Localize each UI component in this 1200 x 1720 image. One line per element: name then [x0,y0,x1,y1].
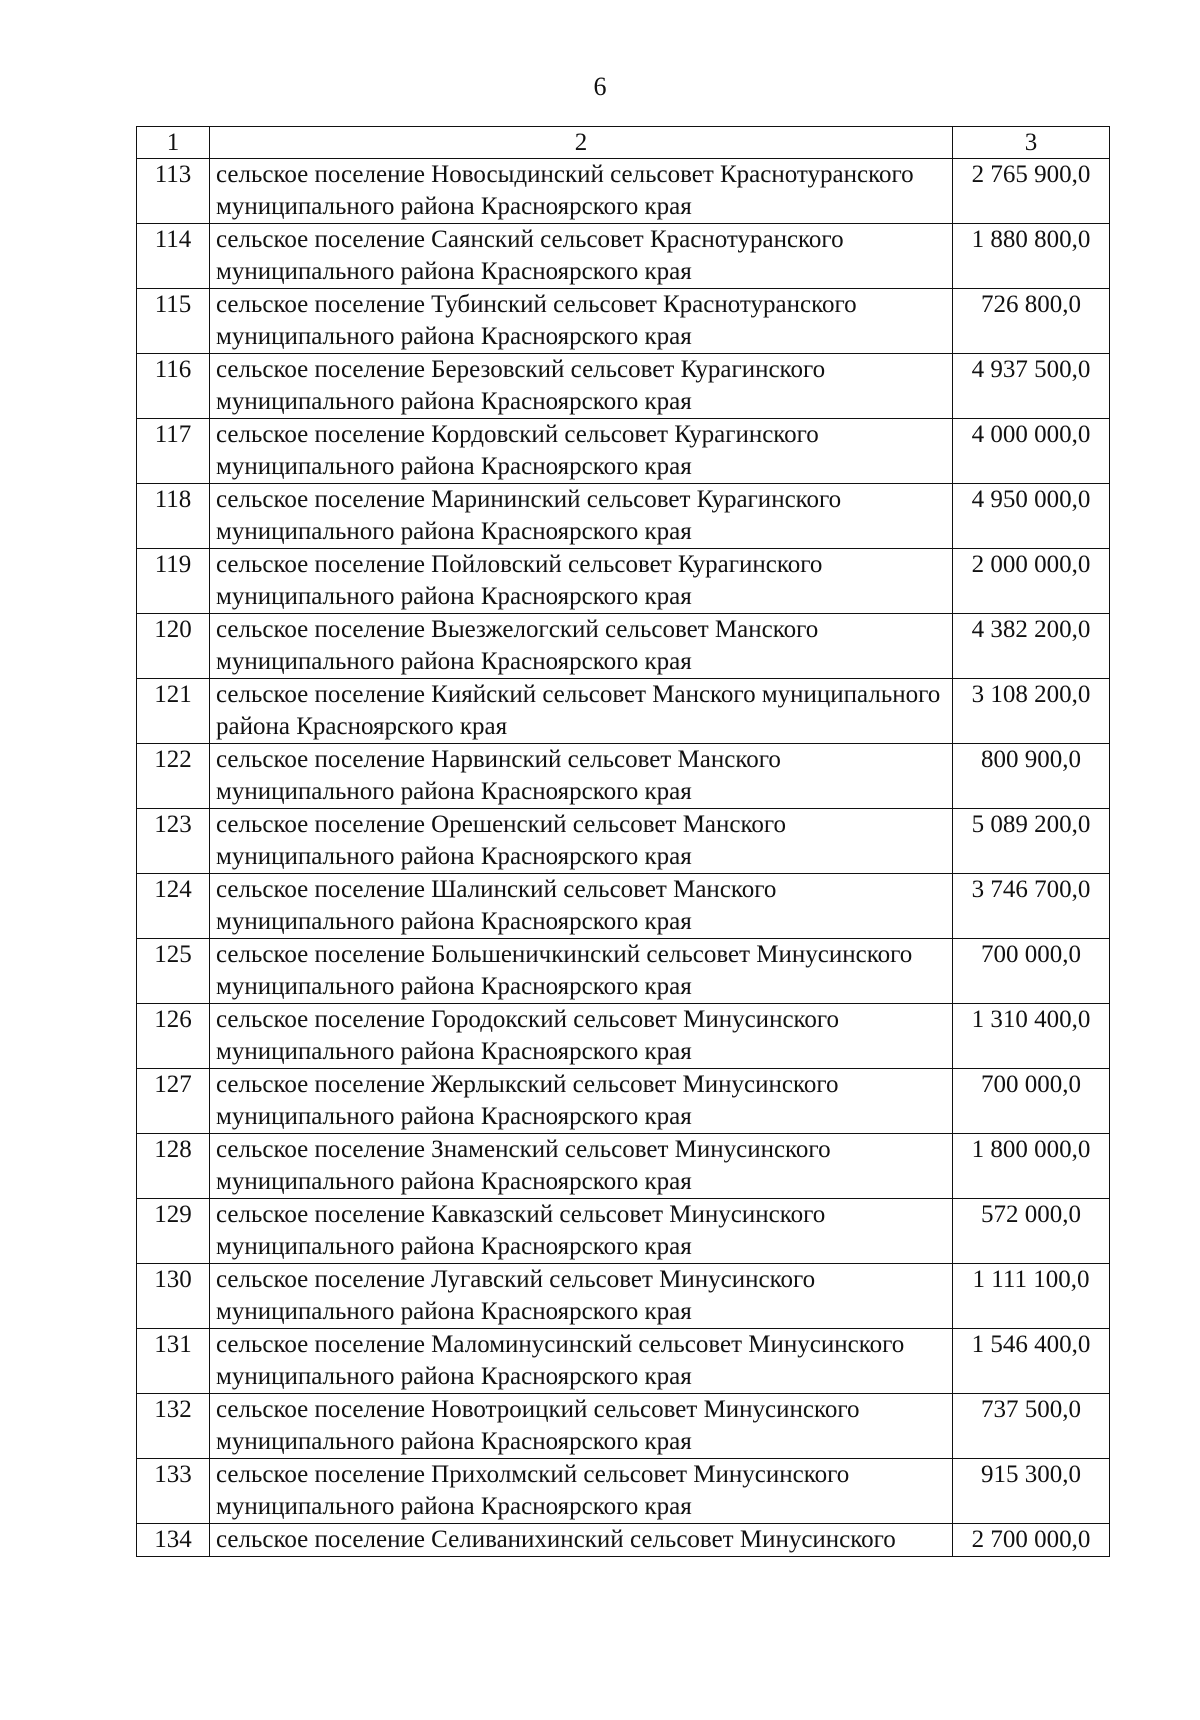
row-amount: 5 089 200,0 [953,809,1110,874]
row-name: сельское поселение Лугавский сельсовет Минусинского муниципального района Красноярского края [210,1264,953,1329]
row-amount: 4 000 000,0 [953,419,1110,484]
table-row [137,939,1110,1004]
row-number: 127 [137,1069,210,1134]
row-amount: 700 000,0 [953,1069,1110,1134]
table-header-row [137,127,1110,159]
row-number: 115 [137,289,210,354]
row-number: 132 [137,1394,210,1459]
row-name: сельское поселение Нарвинский сельсовет Манского муниципального района Красноярского края [210,744,953,809]
row-name: сельское поселение Кавказский сельсовет Минусинского муниципального района Красноярского края [210,1199,953,1264]
table-row [137,224,1110,289]
row-name: сельское поселение Новотроицкий сельсовет Минусинского муниципального района Красноярского края [210,1394,953,1459]
row-number: 120 [137,614,210,679]
page-number: 6 [593,72,607,101]
table-row [137,614,1110,679]
row-number: 123 [137,809,210,874]
row-number: 129 [137,1199,210,1264]
row-number: 114 [137,224,210,289]
row-number: 116 [137,354,210,419]
row-number: 133 [137,1459,210,1524]
table-row [137,484,1110,549]
row-number: 134 [137,1524,210,1557]
row-number: 128 [137,1134,210,1199]
row-name: сельское поселение Маломинусинский сельсовет Минусинского муниципального района Красноярского края [210,1329,953,1394]
table-row [137,1394,1110,1459]
row-name: сельское поселение Прихолмский сельсовет Минусинского муниципального района Красноярского края [210,1459,953,1524]
row-amount: 1 800 000,0 [953,1134,1110,1199]
row-amount: 1 546 400,0 [953,1329,1110,1394]
row-name: сельское поселение Марининский сельсовет Курагинского муниципального района Красноярского края [210,484,953,549]
row-number: 113 [137,159,210,224]
table-row [137,159,1110,224]
row-number: 126 [137,1004,210,1069]
table-row [137,874,1110,939]
table-row [137,354,1110,419]
row-amount: 726 800,0 [953,289,1110,354]
row-number: 122 [137,744,210,809]
row-number: 124 [137,874,210,939]
row-name: сельское поселение Знаменский сельсовет Минусинского муниципального района Красноярского края [210,1134,953,1199]
table-row [137,679,1110,744]
table-row [137,744,1110,809]
row-amount: 2 765 900,0 [953,159,1110,224]
row-name: сельское поселение Городокский сельсовет Минусинского муниципального района Красноярского края [210,1004,953,1069]
row-number: 125 [137,939,210,1004]
row-name: сельское поселение Кордовский сельсовет Курагинского муниципального района Красноярского края [210,419,953,484]
row-name: сельское поселение Пойловский сельсовет Курагинского муниципального района Красноярского края [210,549,953,614]
allocation-table [136,126,1110,1557]
header-col-2: 2 [210,127,953,159]
row-name: сельское поселение Выезжелогский сельсовет Манского муниципального района Красноярского края [210,614,953,679]
row-name: сельское поселение Орешенский сельсовет Манского муниципального района Красноярского края [210,809,953,874]
row-name: сельское поселение Большеничкинский сельсовет Минусинского муниципального района Красноярского края [210,939,953,1004]
row-name: сельское поселение Новосыдинский сельсовет Краснотуранского муниципального района Красноярского края [210,159,953,224]
row-amount: 2 000 000,0 [953,549,1110,614]
table-row [137,419,1110,484]
row-name: сельское поселение Березовский сельсовет Курагинского муниципального района Красноярского края [210,354,953,419]
row-number: 130 [137,1264,210,1329]
row-name: сельское поселение Жерлыкский сельсовет Минусинского муниципального района Красноярского края [210,1069,953,1134]
row-amount: 3 108 200,0 [953,679,1110,744]
table-row [137,1329,1110,1394]
row-amount: 572 000,0 [953,1199,1110,1264]
table-row [137,1199,1110,1264]
table-row [137,1004,1110,1069]
row-amount: 3 746 700,0 [953,874,1110,939]
table-row [137,549,1110,614]
row-amount: 4 382 200,0 [953,614,1110,679]
row-amount: 700 000,0 [953,939,1110,1004]
row-name: сельское поселение Кияйский сельсовет Манского муниципального района Красноярского края [210,679,953,744]
row-amount: 1 310 400,0 [953,1004,1110,1069]
row-amount: 1 111 100,0 [953,1264,1110,1329]
table-row [137,1524,1110,1557]
table-row [137,1264,1110,1329]
row-name: сельское поселение Тубинский сельсовет Краснотуранского муниципального района Красноярского края [210,289,953,354]
row-number: 131 [137,1329,210,1394]
row-number: 118 [137,484,210,549]
row-amount: 800 900,0 [953,744,1110,809]
row-amount: 737 500,0 [953,1394,1110,1459]
row-amount: 915 300,0 [953,1459,1110,1524]
table-row [137,1069,1110,1134]
table-row [137,1134,1110,1199]
row-amount: 4 937 500,0 [953,354,1110,419]
row-name: сельское поселение Саянский сельсовет Краснотуранского муниципального района Красноярского края [210,224,953,289]
row-name: сельское поселение Селиванихинский сельсовет Минусинского [210,1524,953,1557]
row-amount: 2 700 000,0 [953,1524,1110,1557]
row-number: 117 [137,419,210,484]
table-row [137,289,1110,354]
row-number: 119 [137,549,210,614]
row-amount: 1 880 800,0 [953,224,1110,289]
row-amount: 4 950 000,0 [953,484,1110,549]
row-name: сельское поселение Шалинский сельсовет Манского муниципального района Красноярского края [210,874,953,939]
row-number: 121 [137,679,210,744]
table-row [137,1459,1110,1524]
table-row [137,809,1110,874]
header-col-1: 1 [137,127,210,159]
header-col-3: 3 [953,127,1110,159]
